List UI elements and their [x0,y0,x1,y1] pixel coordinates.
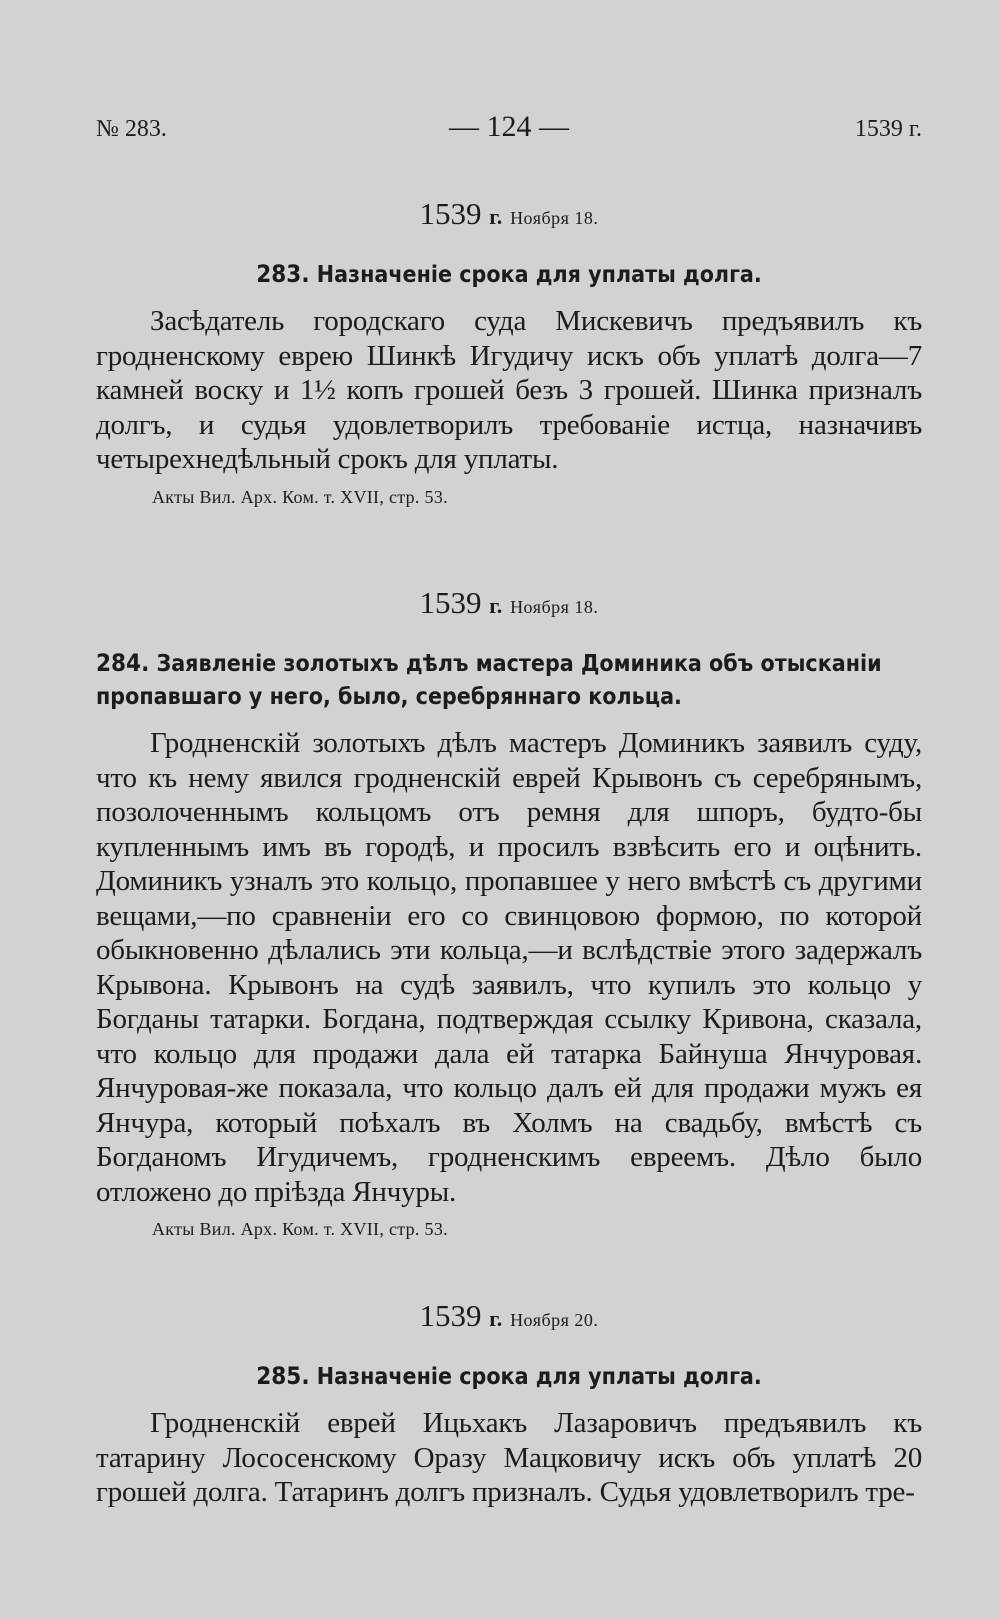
entry-date [96,196,922,232]
entry-number: 285. [256,1362,310,1390]
entry-title [96,647,921,714]
entry-date [96,585,922,621]
page-number: — 124 — [449,110,569,143]
date-year: 1539 [419,585,482,620]
entry-body: Засѣдатель городскаго суда Мискевичъ предъявилъ къ гродненскому еврею Шинкѣ Игудичу искъ объ уплатѣ долга—7 камней воску и 1½ копъ грошей безъ 3 грошей. Шинка призналъ долгъ, и судья удовлетворилъ требованіе истца, назначивъ четырехнедѣльный срокъ для уплаты. [96,305,922,475]
entry-title-text: Назначеніе срока для уплаты долга. [316,262,762,288]
running-header [96,110,922,150]
date-day: Ноября 18. [510,208,599,228]
entry-title-text: Заявленіе золотыхъ дѣлъ мастера Доминика объ отысканіи пропавшаго у него, было, серебряннаго кольца. [96,651,882,710]
entry-body: Гродненскій еврей Ицьхакъ Лазаровичъ предъявилъ къ татарину Лососенскому Оразу Мацковичу искъ объ уплатѣ 20 грошей долга. Татаринъ долгъ призналъ. Судья удовлетворилъ тре- [96,1407,922,1508]
entry-source: Акты Вил. Арх. Ком. т. XVII, стр. 53. [152,1219,448,1239]
date-year: 1539 [419,1298,482,1333]
date-day: Ноября 20. [510,1310,599,1330]
entry-title [137,258,880,292]
entry-284 [96,585,922,1240]
date-day: Ноября 18. [510,597,599,617]
entry-title [137,1360,880,1394]
entry-body: Гродненскій золотыхъ дѣлъ мастеръ Доминикъ заявилъ суду, что къ нему явился гродненскій еврей Крывонъ съ серебрянымъ, позолоченнымъ кольцомъ отъ ремня для шпоръ, будто-бы купленнымъ имъ въ городѣ, и просилъ взвѣсить его и оцѣнить. Доминикъ узналъ это кольцо, пропавшее у него вмѣстѣ съ другими вещами,—по сравненіи его со свинцовою формою, по которой обыкновенно дѣлались эти кольца,—и вслѣдствіе этого задержалъ Крывона. Крывонъ на судѣ заявилъ, что купилъ это кольцо у Богданы татарки. Богдана, подтверждая ссылку Кривона, сказала, что кольцо для продажи дала ей татарка Байнуша Янчуровая. Янчуровая-же показала, что кольцо далъ ей для продажи мужъ ея Янчура, который поѣхалъ въ Холмъ на свадьбу, вмѣстѣ съ Богданомъ Игудичемъ, гродненскимъ евреемъ. Дѣло было отложено до пріѣзда Янчуры. [96,727,922,1208]
date-year-suffix: г. [489,204,503,229]
entry-date [96,1298,922,1334]
date-year-suffix: г. [489,593,503,618]
entry-285 [96,1298,922,1510]
entry-283 [96,196,922,508]
entry-source: Акты Вил. Арх. Ком. т. XVII, стр. 53. [152,486,448,507]
header-year: 1539 г. [854,116,922,142]
entry-title-text: Назначеніе срока для уплаты долга. [316,1364,762,1390]
entry-number: 283. [256,260,310,288]
document-number: № 283. [96,116,167,142]
entry-number: 284. [96,649,150,677]
date-year: 1539 [419,196,482,231]
date-year-suffix: г. [489,1306,503,1331]
